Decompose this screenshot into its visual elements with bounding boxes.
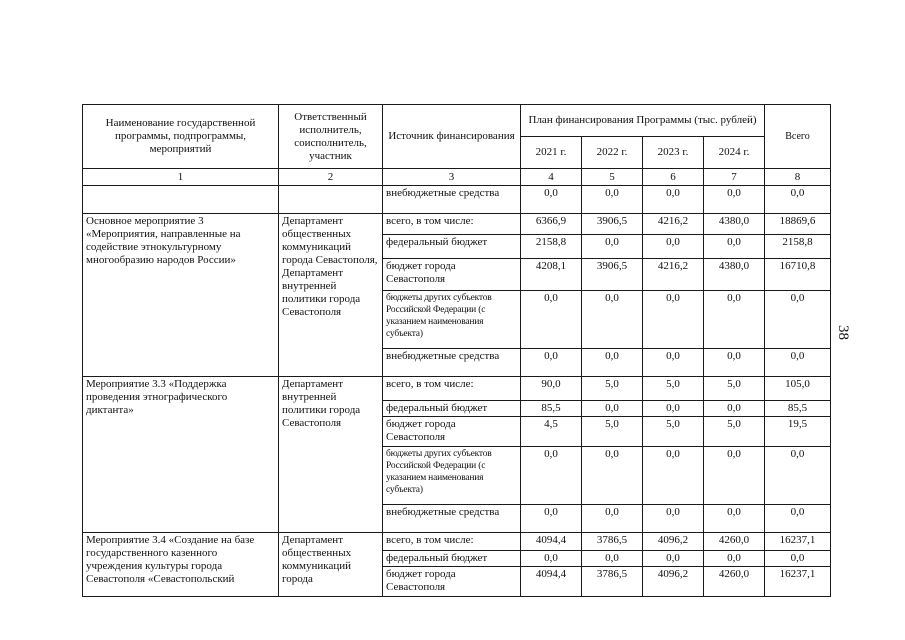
value-cell: 5,0	[582, 377, 643, 401]
value-cell: 4096,2	[643, 533, 704, 551]
value-cell: 0,0	[643, 551, 704, 567]
value-cell: 0,0	[582, 505, 643, 533]
value-cell: 0,0	[765, 505, 831, 533]
value-cell: 0,0	[521, 186, 582, 214]
value-cell: 2158,8	[521, 235, 582, 259]
value-cell: 0,0	[582, 551, 643, 567]
value-cell: 0,0	[582, 401, 643, 417]
value-cell: 4208,1	[521, 259, 582, 291]
value-cell: 0,0	[643, 401, 704, 417]
value-cell: 0,0	[704, 349, 765, 377]
value-cell: 0,0	[643, 447, 704, 505]
value-cell: 3786,5	[582, 567, 643, 597]
header-year: 2023 г.	[643, 137, 704, 169]
value-cell: 19,5	[765, 417, 831, 447]
value-cell: 6366,9	[521, 214, 582, 235]
value-cell: 0,0	[582, 235, 643, 259]
value-cell: 0,0	[704, 447, 765, 505]
source-cell: внебюджетные средства	[383, 349, 521, 377]
value-cell: 0,0	[521, 447, 582, 505]
value-cell: 0,0	[704, 505, 765, 533]
value-cell: 85,5	[521, 401, 582, 417]
program-cell	[83, 186, 279, 214]
table-row	[83, 533, 831, 551]
financing-table	[82, 104, 831, 597]
value-cell: 4380,0	[704, 214, 765, 235]
header-year: 2024 г.	[704, 137, 765, 169]
value-cell: 5,0	[704, 417, 765, 447]
value-cell: 2158,8	[765, 235, 831, 259]
column-index-row	[83, 169, 831, 186]
column-index: 2	[279, 169, 383, 186]
source-cell: внебюджетные средства	[383, 186, 521, 214]
source-cell: бюджеты других субъектов Российской Федерации (с указанием наименования субъекта)	[383, 447, 521, 505]
value-cell: 0,0	[765, 186, 831, 214]
source-cell: внебюджетные средства	[383, 505, 521, 533]
column-index: 8	[765, 169, 831, 186]
header-year: 2022 г.	[582, 137, 643, 169]
program-name: Мероприятие 3.3 «Поддержка проведения этнографического диктанта»	[83, 377, 279, 533]
value-cell: 5,0	[704, 377, 765, 401]
value-cell: 0,0	[765, 447, 831, 505]
value-cell: 90,0	[521, 377, 582, 401]
value-cell: 0,0	[704, 291, 765, 349]
value-cell: 16237,1	[765, 567, 831, 597]
source-cell: федеральный бюджет	[383, 401, 521, 417]
value-cell: 3906,5	[582, 214, 643, 235]
value-cell: 4380,0	[704, 259, 765, 291]
value-cell: 0,0	[704, 551, 765, 567]
column-index: 5	[582, 169, 643, 186]
value-cell: 0,0	[704, 235, 765, 259]
source-cell: бюджет города Севастополя	[383, 259, 521, 291]
value-cell: 0,0	[582, 447, 643, 505]
column-index: 6	[643, 169, 704, 186]
column-index: 3	[383, 169, 521, 186]
header-year: 2021 г.	[521, 137, 582, 169]
column-index: 4	[521, 169, 582, 186]
value-cell: 0,0	[643, 505, 704, 533]
source-cell: всего, в том числе:	[383, 377, 521, 401]
source-cell: всего, в том числе:	[383, 533, 521, 551]
value-cell: 4,5	[521, 417, 582, 447]
value-cell: 0,0	[643, 349, 704, 377]
table-row	[83, 186, 831, 214]
value-cell: 0,0	[643, 186, 704, 214]
value-cell: 5,0	[643, 377, 704, 401]
value-cell: 85,5	[765, 401, 831, 417]
value-cell: 0,0	[582, 186, 643, 214]
header-executor: Ответственный исполнитель, соисполнитель, участник	[279, 105, 383, 169]
program-name: Мероприятие 3.4 «Создание на базе государственного казенного учреждения культуры города Севастополя «Севастопольский	[83, 533, 279, 597]
value-cell: 0,0	[643, 235, 704, 259]
value-cell: 4260,0	[704, 567, 765, 597]
source-cell: всего, в том числе:	[383, 214, 521, 235]
value-cell: 0,0	[765, 349, 831, 377]
header-program: Наименование государственной программы, подпрограммы, мероприятий	[83, 105, 279, 169]
column-index: 1	[83, 169, 279, 186]
program-name: Основное мероприятие 3 «Мероприятия, направленные на содействие этнокультурному многообразию народов России»	[83, 214, 279, 377]
value-cell: 0,0	[643, 291, 704, 349]
page-number: 38	[835, 325, 851, 340]
column-index: 7	[704, 169, 765, 186]
value-cell: 5,0	[582, 417, 643, 447]
value-cell: 0,0	[704, 401, 765, 417]
value-cell: 4216,2	[643, 259, 704, 291]
executor-name: Департамент общественных коммуникаций города Севастополя, Департамент внутренней политики города Севастополя	[279, 214, 383, 377]
value-cell: 0,0	[704, 186, 765, 214]
header-total: Всего	[765, 105, 831, 169]
value-cell: 3906,5	[582, 259, 643, 291]
value-cell: 0,0	[765, 291, 831, 349]
value-cell: 16710,8	[765, 259, 831, 291]
value-cell: 0,0	[765, 551, 831, 567]
value-cell: 4216,2	[643, 214, 704, 235]
value-cell: 18869,6	[765, 214, 831, 235]
source-cell: бюджет города Севастополя	[383, 567, 521, 597]
executor-name: Департамент внутренней политики города Севастополя	[279, 377, 383, 533]
value-cell: 0,0	[521, 551, 582, 567]
value-cell: 105,0	[765, 377, 831, 401]
value-cell: 0,0	[521, 349, 582, 377]
header-source: Источник финансирования	[383, 105, 521, 169]
value-cell: 4094,4	[521, 533, 582, 551]
table-row	[83, 214, 831, 235]
value-cell: 3786,5	[582, 533, 643, 551]
value-cell: 4260,0	[704, 533, 765, 551]
table-row	[83, 377, 831, 401]
value-cell: 0,0	[521, 505, 582, 533]
source-cell: федеральный бюджет	[383, 235, 521, 259]
value-cell: 0,0	[521, 291, 582, 349]
value-cell: 4096,2	[643, 567, 704, 597]
source-cell: бюджет города Севастополя	[383, 417, 521, 447]
source-cell: федеральный бюджет	[383, 551, 521, 567]
value-cell: 0,0	[582, 349, 643, 377]
value-cell: 16237,1	[765, 533, 831, 551]
header-plan: План финансирования Программы (тыс. рублей)	[521, 105, 765, 137]
value-cell: 4094,4	[521, 567, 582, 597]
value-cell: 0,0	[582, 291, 643, 349]
source-cell: бюджеты других субъектов Российской Федерации (с указанием наименования субъекта)	[383, 291, 521, 349]
executor-cell	[279, 186, 383, 214]
executor-name: Департамент общественных коммуникаций города	[279, 533, 383, 597]
value-cell: 5,0	[643, 417, 704, 447]
